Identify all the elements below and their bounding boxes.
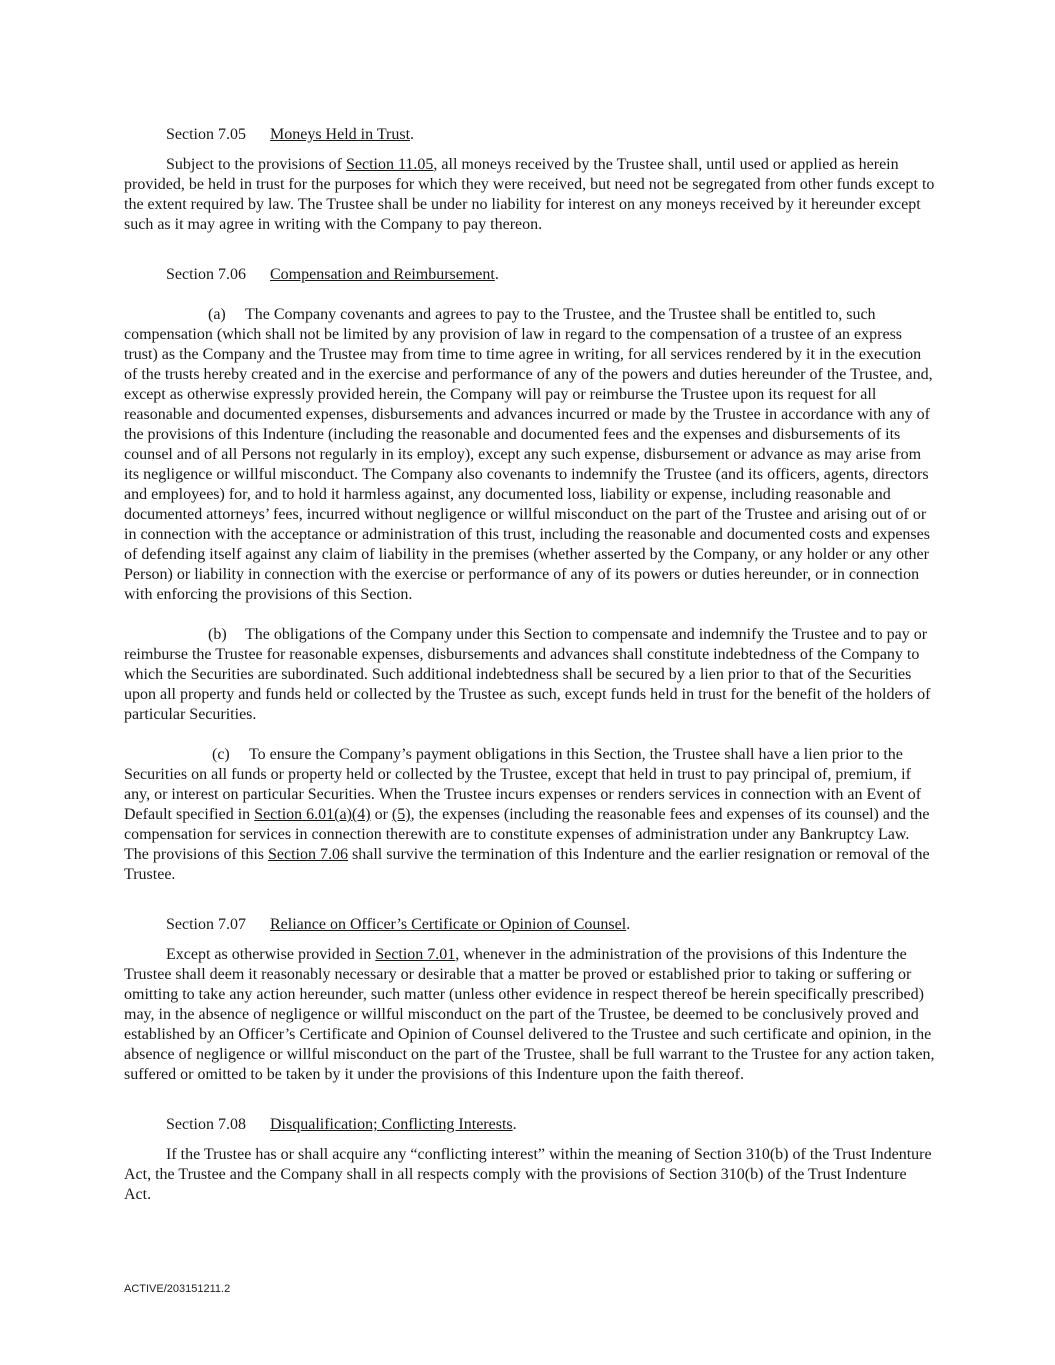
- section-7-07-body: [124, 945, 936, 1085]
- section-title: Moneys Held in Trust: [270, 126, 411, 143]
- body-text: The Company covenants and agrees to pay to the Trustee, and the Trustee shall be entitled to, such compensation (which shall not be limited by any provision of law in regard to the compensation of a trustee of an express trust) as the Company and the Trustee may from time to time agree in writing, for all services rendered by it in the execution of the trusts hereby created and in the exercise and performance of any of the powers and duties hereunder of the Trustee, and, except as otherwise expressly provided herein, the Company will pay or reimburse the Trustee upon its request for all reasonable and documented expenses, disbursements and advances incurred or made by the Trustee in accordance with any of the provisions of this Indenture (including the reasonable and documented fees and the expenses and disbursements of its counsel and of all Persons not regularly in its employ), except any such expense, disbursement or advance as may arise from its negligence or willful misconduct. The Company also covenants to indemnify the Trustee (and its officers, agents, directors and employees) for, and to hold it harmless against, any documented loss, liability or expense, including reasonable and documented attorneys’ fees, incurred without negligence or willful misconduct on the part of the Trustee and arising out of or in connection with the acceptance or administration of this trust, including the reasonable and documented costs and expenses of defending itself against any claim of liability in the premises (whether asserted by the Company, or any holder or any other Person) or liability in connection with the exercise or performance of any of its powers or duties hereunder, or in connection with enforcing the provisions of this Section.: [124, 306, 933, 603]
- section-title: Reliance on Officer’s Certificate or Opinion of Counsel: [270, 916, 627, 933]
- body-text: To ensure the Company’s payment obligations in this Section, the Trustee shall have a lien prior to the Securities on all funds or property held or collected by the Trustee, except that held in trust to pay principal of, premium, if any, or interest on particular Securities. When the Trustee incurs expenses or renders services in connection with an Event of Default specified in: [124, 746, 922, 823]
- cross-reference-link[interactable]: Section 6.01(a)(4): [254, 806, 371, 823]
- body-text: , the expenses (including the reasonable fees and expenses of its counsel) and the compensation for services in connection therewith are to constitute expenses of administration under any Bankruptcy Law. The provisions of this: [124, 806, 930, 863]
- body-text: or: [370, 806, 392, 823]
- cross-reference-link[interactable]: Section 7.06: [268, 846, 348, 863]
- heading-period: .: [626, 916, 631, 933]
- section-7-08-body: If the Trustee has or shall acquire any “conflicting interest” within the meaning of Section 310(b) of the Trust Indenture Act, the Trustee and the Company shall in all respects comply with the provisions of Section 310(b) of the Trust Indenture Act.: [124, 1146, 932, 1203]
- section-7-07-heading: [124, 915, 936, 935]
- body-text: Except as otherwise provided in: [166, 946, 376, 963]
- clause-marker: (b): [208, 626, 227, 643]
- clause-marker: (c): [212, 746, 230, 763]
- cross-reference-link[interactable]: Section 11.05: [345, 156, 434, 173]
- clause-c: [124, 745, 936, 885]
- section-title: Disqualification; Conflicting Interests: [270, 1116, 513, 1133]
- section-number: Section 7.07: [166, 916, 246, 933]
- clause-marker: (a): [208, 306, 226, 323]
- heading-period: .: [494, 266, 499, 283]
- body-text: The obligations of the Company under this Section to compensate and indemnify the Trustee and to pay or reimburse the Trustee for reasonable expenses, disbursements and advances shall constitute indebtedness of the Company to which the Securities are subordinated. Such additional indebtedness shall be secured by a lien prior to that of the Securities upon all property and funds held or collected by the Trustee as such, except funds held in trust for the benefit of the holders of particular Securities.: [124, 626, 931, 723]
- section-7-05-heading: [124, 125, 936, 145]
- section-7-08-heading: [124, 1115, 936, 1135]
- clause-b: [124, 625, 936, 725]
- heading-period: .: [512, 1116, 517, 1133]
- document-footer-id: ACTIVE/203151211.2: [124, 1283, 231, 1295]
- cross-reference-link[interactable]: Section 7.01: [375, 946, 456, 963]
- body-text: shall survive the termination of this Indenture and the earlier resignation or removal of the Trustee.: [124, 846, 930, 883]
- heading-period: .: [410, 126, 415, 143]
- section-number: Section 7.08: [166, 1116, 246, 1133]
- section-7-05-body: [124, 155, 936, 235]
- section-title: Compensation and Reimbursement: [270, 266, 495, 283]
- clause-a: [124, 305, 936, 605]
- body-text: , whenever in the administration of the provisions of this Indenture the Trustee shall deem it reasonably necessary or desirable that a matter be proved or established prior to taking or suffering or omitting to take any action hereunder, such matter (unless other evidence in respect thereof be herein specifically prescribed) may, in the absence of negligence or willful misconduct on the part of the Trustee, be deemed to be conclusively proved and established by an Officer’s Certificate and Opinion of Counsel delivered to the Trustee and such certificate and opinion, in the absence of negligence or willful misconduct on the part of the Trustee, shall be full warrant to the Trustee for any action taken, suffered or omitted to be taken by it under the provisions of this Indenture upon the faith thereof.: [124, 946, 935, 1083]
- body-text: , all moneys received by the Trustee shall, until used or applied as herein provided, be held in trust for the purposes for which they were received, but need not be segregated from other funds except to the extent required by law. The Trustee shall be under no liability for interest on any moneys received by it hereunder except such as it may agree in writing with the Company to pay thereon.: [124, 156, 935, 233]
- section-number: Section 7.06: [166, 266, 246, 283]
- body-text: Subject to the provisions of: [166, 156, 346, 173]
- section-number: Section 7.05: [166, 126, 246, 143]
- cross-reference-link[interactable]: (5): [391, 806, 411, 823]
- document-page: [124, 125, 936, 1205]
- section-7-06-heading: [124, 265, 936, 285]
